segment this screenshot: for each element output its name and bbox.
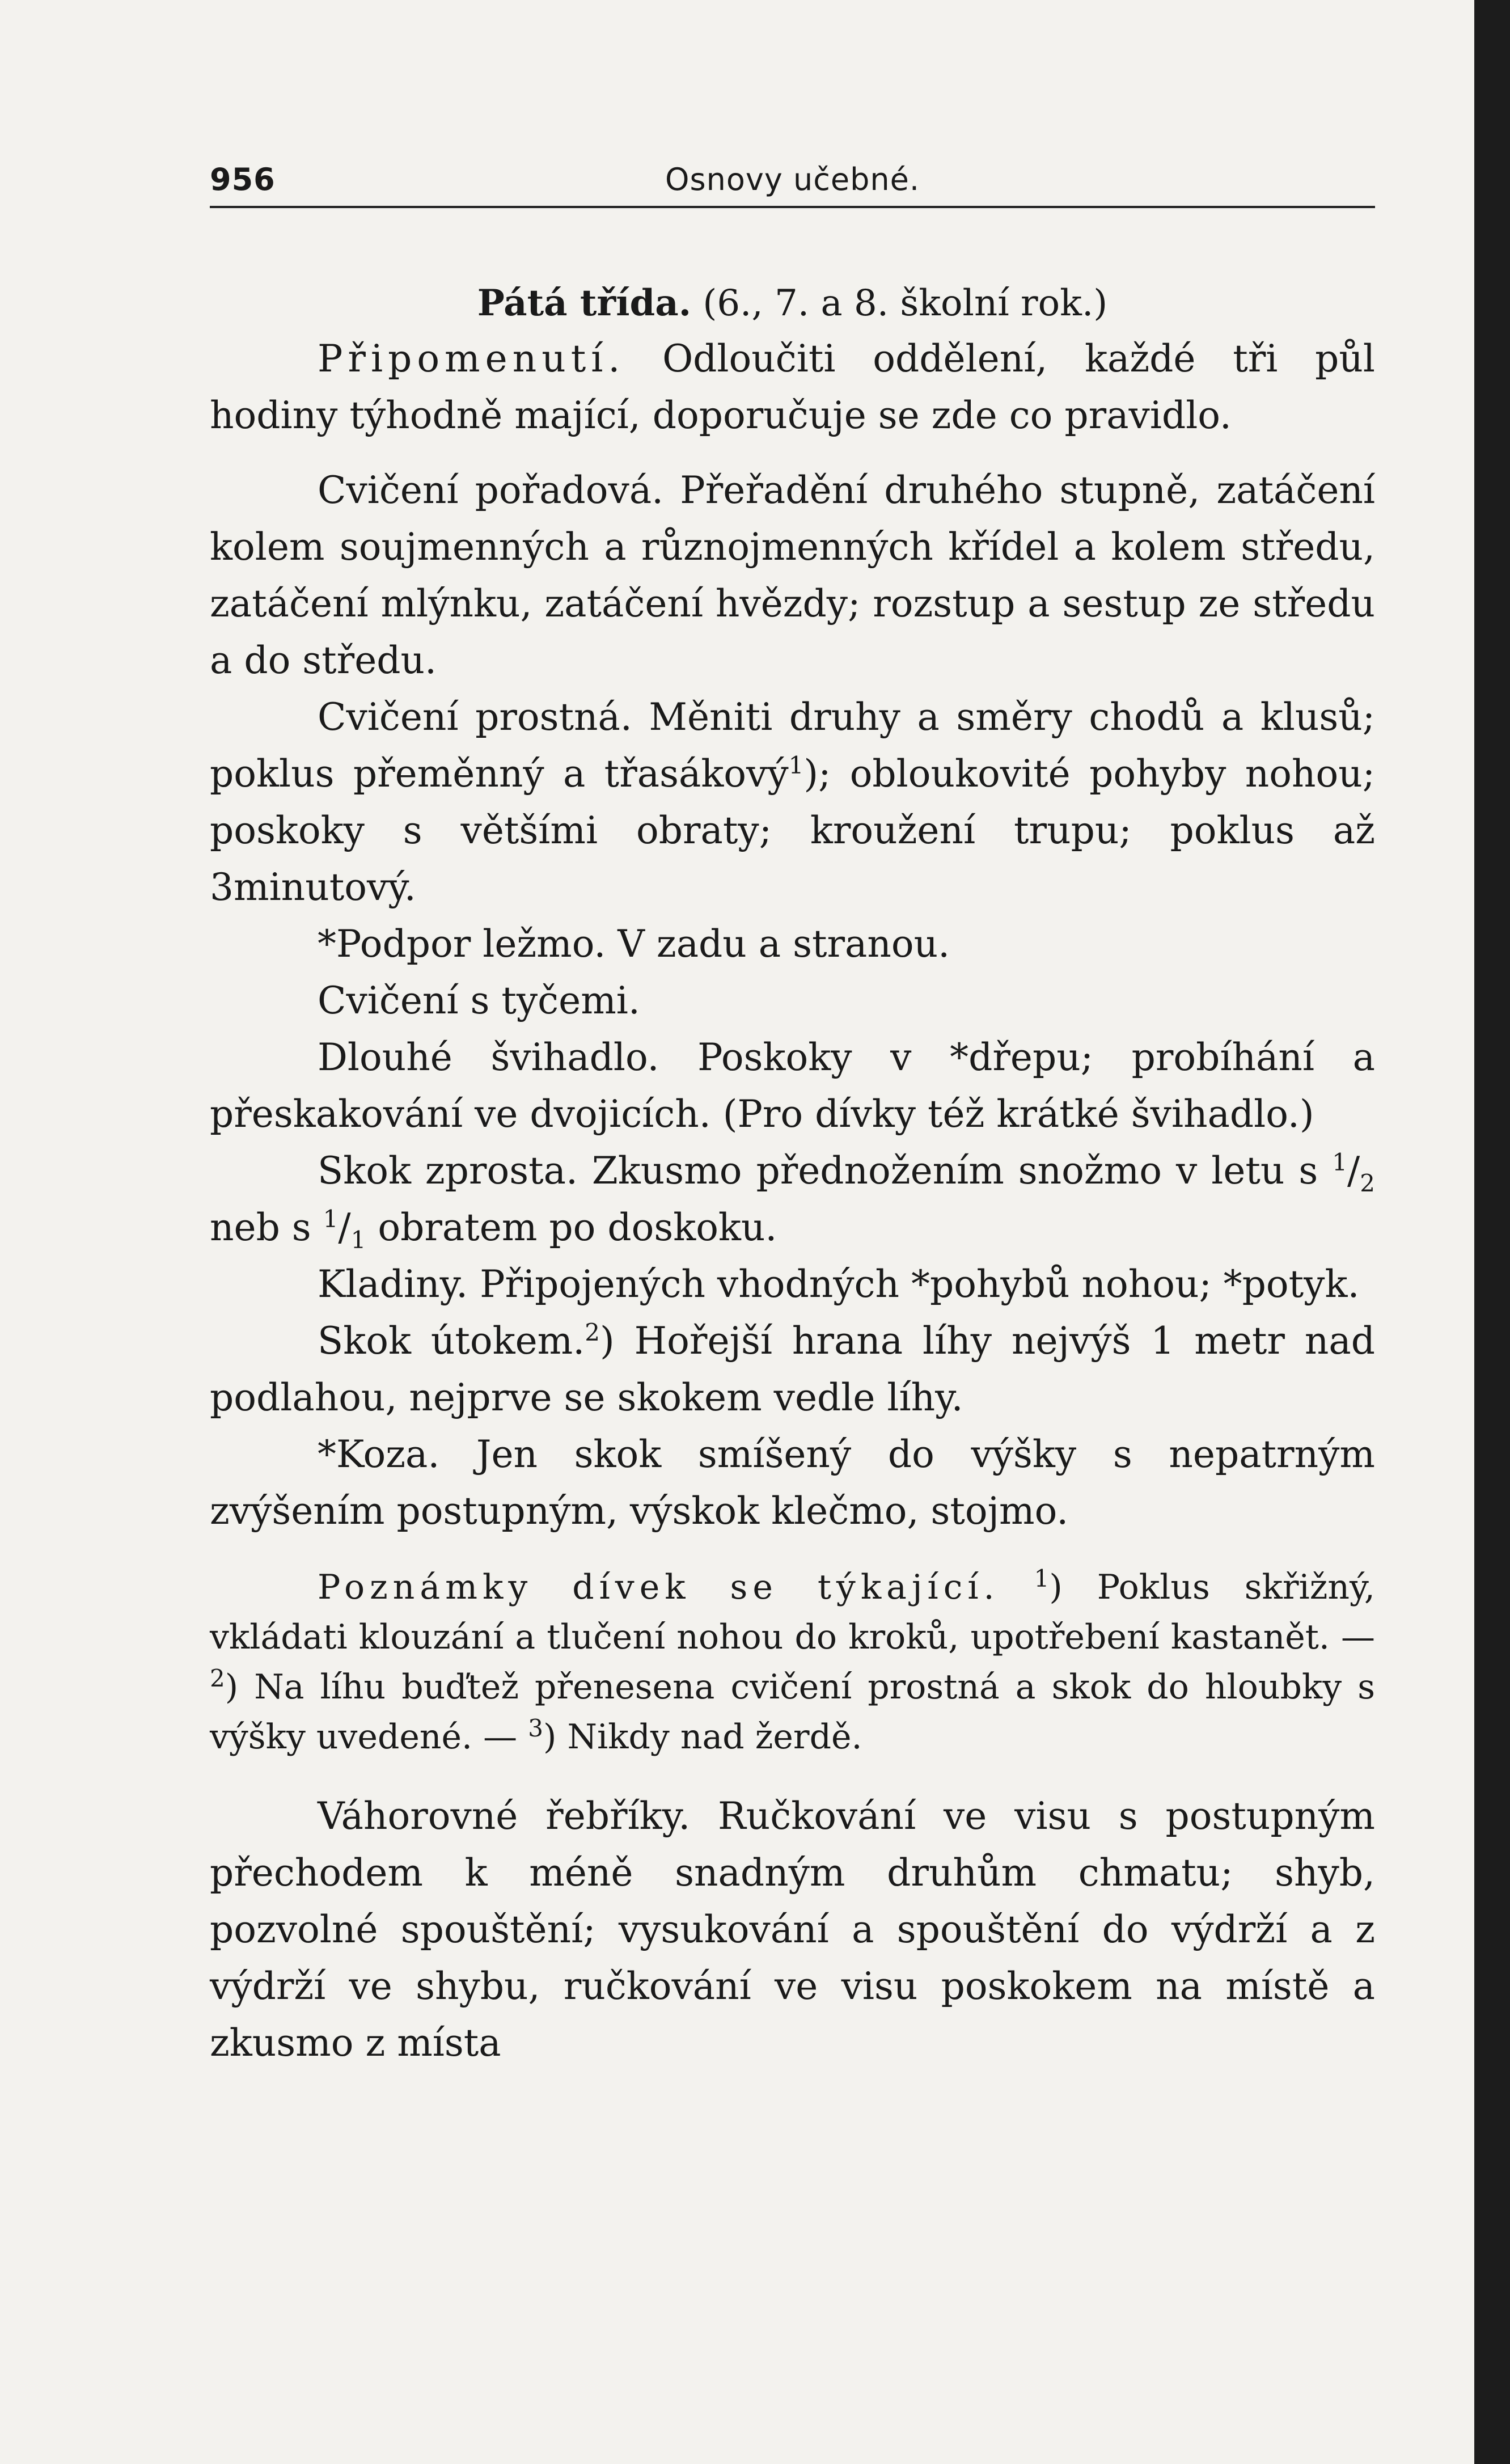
footnote-text: ) Na líhu buďtež přenesena cvičení prostná a skok do hloubky s výšky uvedené. — <box>210 1667 1375 1757</box>
footnote-ref: 2 <box>585 1318 600 1346</box>
section-heading <box>210 276 1375 331</box>
paragraph-text: Ručkování ve visu s postupným přechodem k méně snadným druhům chmatu; shyb, pozvolné spouštění; vysukování a spouštění do výdrží a z výdrží ve shybu, ručkování ve visu poskokem na místě a zkusmo z místa <box>210 1794 1376 2065</box>
paragraph-pripomenuti <box>210 331 1375 444</box>
footnote-text: ) Nikdy nad žerdě. <box>543 1717 862 1757</box>
notes-paragraph <box>210 1562 1375 1762</box>
paragraph-kladiny: Kladiny. Připojených vhodných *pohybů nohou; *potyk. <box>318 1262 1360 1306</box>
footnote-marker: 1 <box>1034 1565 1050 1592</box>
paragraph-text: Odloučiti oddělení, každé tři půl hodiny týhodně mající, doporučuje se zde co pravidlo. <box>210 337 1375 437</box>
paragraph-text: neb s <box>210 1206 311 1249</box>
page-number: 956 <box>210 162 276 197</box>
text-block <box>210 145 1375 2072</box>
footnote-marker: 3 <box>528 1714 543 1742</box>
paragraph-koza: *Koza. Jen skok smíšený do výšky s nepatrným zvýšením postupným, výskok klečmo, stojmo. <box>210 1432 1375 1533</box>
paragraph-text: obratem po doskoku. <box>378 1206 777 1249</box>
paragraph-text: ); obloukovité pohyby nohou; poskoky s většími obraty; kroužení trupu; poklus až 3minutový. <box>210 752 1375 909</box>
footnote-marker: 2 <box>210 1664 225 1692</box>
paragraph-text: Přeřadění druhého stupně, zatáčení kolem soujmenných a různojmenných křídel a kolem středu, zatáčení mlýnku, zatáčení hvězdy; rozstup a sestup ze středu a do středu. <box>210 468 1375 682</box>
fraction-numerator: 1 <box>323 1205 339 1233</box>
header-rule <box>210 206 1375 208</box>
footnote-ref: 1 <box>788 751 804 779</box>
paragraph-podpor: *Podpor ležmo. V zadu a stranou. <box>318 922 950 966</box>
paragraph-skok-utokem <box>210 1313 1375 1426</box>
paragraph-label: Připomenutí. <box>318 337 625 381</box>
paragraph-dlouhe-svihadlo: Dlouhé švihadlo. Poskoky v *dřepu; probíhání a přeskakování ve dvojicích. (Pro dívky též krátké švihadlo.) <box>210 1036 1375 1136</box>
paragraph-label: Váhorovné řebříky. <box>318 1794 691 1838</box>
paragraph-cviceni-poradova <box>210 462 1375 689</box>
fraction-numerator: 1 <box>1332 1148 1348 1176</box>
section-title: Pátá třída. <box>477 282 692 324</box>
section-years: (6., 7. a 8. školní rok.) <box>703 282 1108 324</box>
paragraph-text: Skok zprosta. Zkusmo přednožením snožmo v letu s <box>318 1149 1318 1193</box>
paragraph-vahorovne-rebriky <box>210 1788 1375 2072</box>
page-edge-shadow <box>1474 0 1510 2464</box>
paragraph-tyce: Cvičení s tyčemi. <box>318 979 640 1022</box>
paragraph-text: Měniti druhy a směry chodů a klusů; poklus přeměnný a třasákový <box>210 695 1375 796</box>
paragraph-text: ) Hořejší hrana líhy nejvýš 1 metr nad podlahou, nejprve se skokem vedle líhy. <box>210 1319 1375 1419</box>
notes-label: Poznámky dívek se týkající. <box>318 1567 1000 1607</box>
paragraph-label: Cvičení pořadová. <box>318 468 664 512</box>
running-head <box>210 145 1375 201</box>
paragraph-text: Skok útokem. <box>318 1319 585 1363</box>
fraction-denominator: 2 <box>1360 1169 1375 1198</box>
paragraph-skok-zprosta: Skok zprosta. Zkusmo přednožením snožmo v letu s $^1/_2$ neb s $^1/_1$ obratem po doskoku. <box>210 1148 1375 1254</box>
running-title: Osnovy učebné. <box>665 162 920 197</box>
paragraph-cviceni-prostna <box>210 689 1375 916</box>
notes-block <box>210 1562 1375 1762</box>
fraction-denominator: 1 <box>350 1226 366 1254</box>
footnote-text: ) Poklus skřižný, vkládati klouzání a tlučení nohou do kroků, upotřebení kastanět. — <box>210 1567 1375 1657</box>
paragraph-label: Cvičení prostná. <box>318 695 632 739</box>
